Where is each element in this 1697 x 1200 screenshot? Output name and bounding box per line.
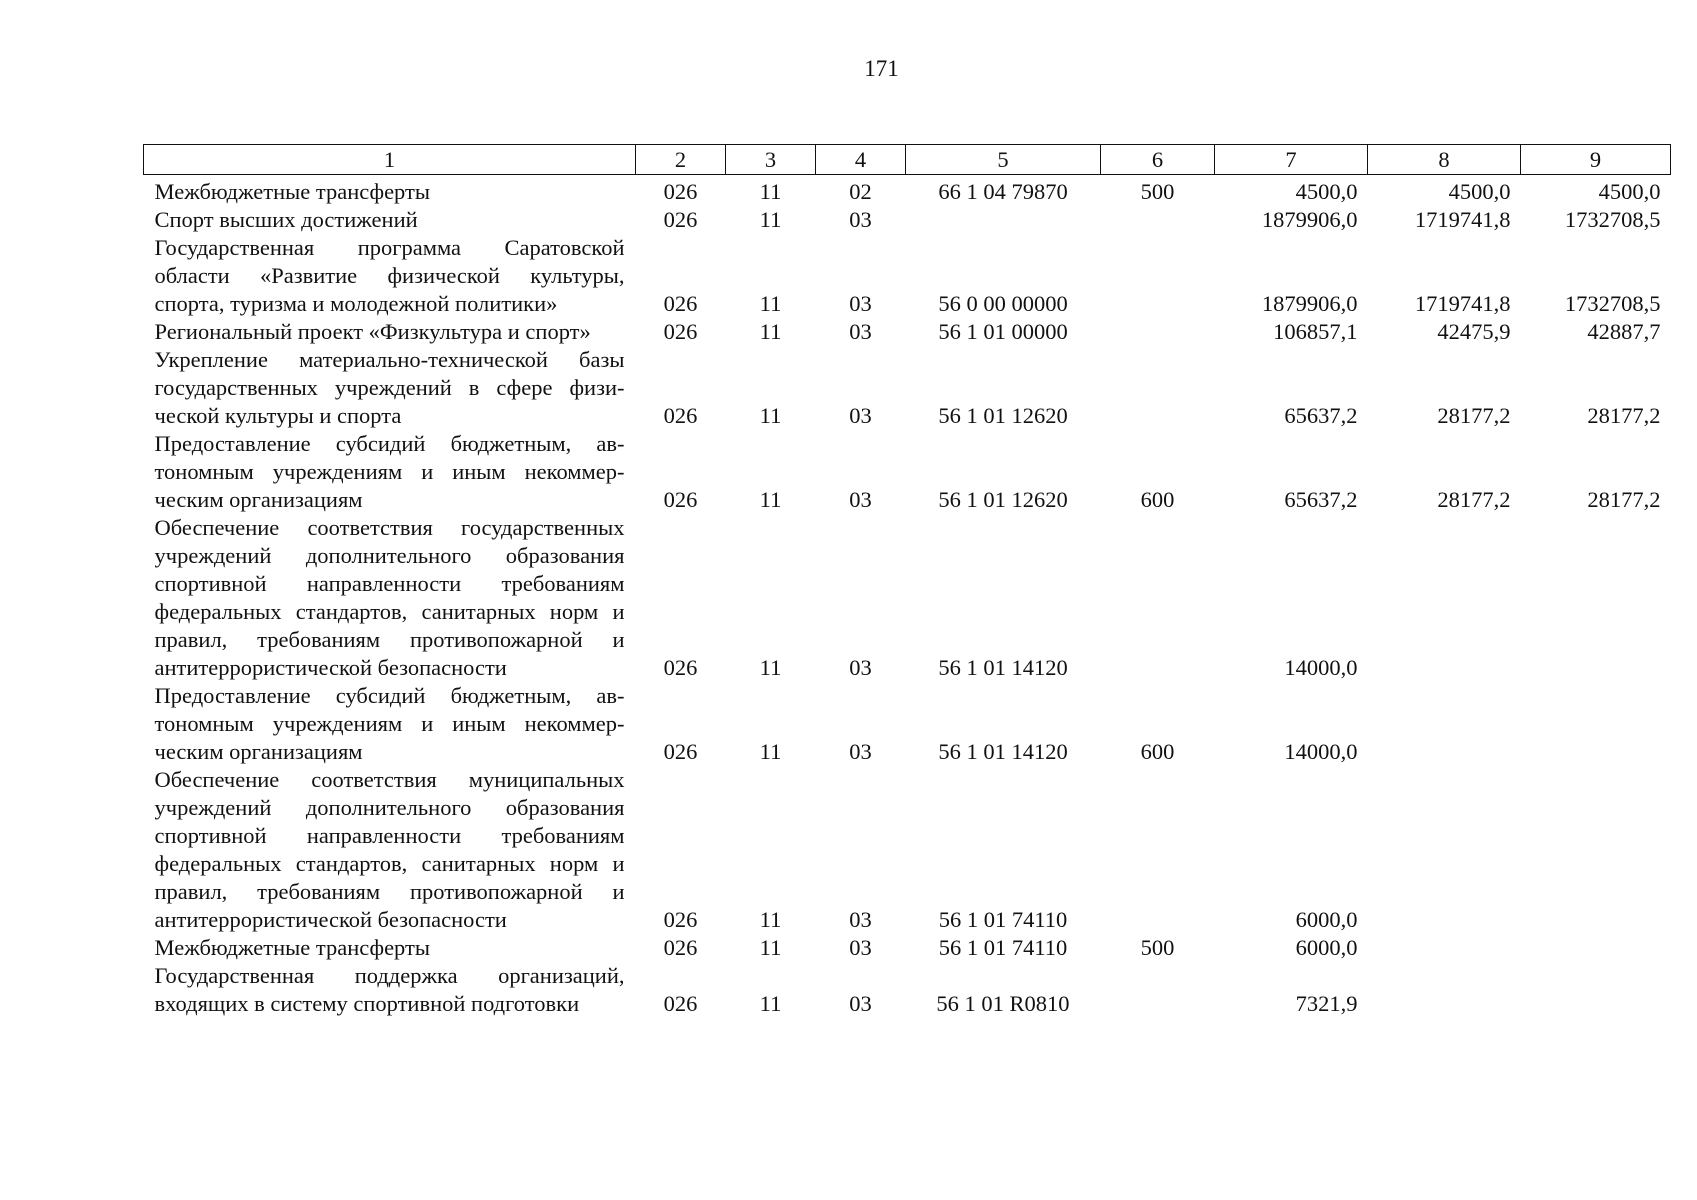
row-name: Обеспечение соответствия муниципальных учреждений дополнительного образования спортивной направленности требованиям федеральных стандартов, санитарных норм и правил, требованиям противопожарной и антитеррористической безопасности: [154, 767, 625, 932]
cell-amount-9: [1521, 682, 1671, 766]
cell-expense-type: 600: [1140, 487, 1175, 512]
cell-ministry-code: 026: [663, 655, 698, 680]
cell-subsection: 03: [849, 403, 872, 428]
cell-target-article: 56 1 01 74110: [938, 907, 1068, 932]
column-header: 5: [906, 145, 1101, 175]
cell-section: 11: [759, 291, 782, 316]
cell-amount-8: 1719741,8: [1414, 207, 1511, 232]
cell-amount-7: 65637,2: [1284, 487, 1358, 512]
cell-target-article: 56 1 01 R0810: [936, 991, 1070, 1016]
row-name: Укрепление материально-технической базы государственных учреждений в сфере физической культуры и спорта: [154, 347, 625, 428]
row-name: Государственная программа Саратовской области «Развитие физической культуры, спорта, туризма и молодежной политики»: [154, 235, 625, 316]
table-row: [144, 318, 1671, 346]
table-row: [144, 234, 1671, 318]
cell-target-article: 56 1 01 14120: [938, 739, 1068, 764]
cell-amount-9: [1521, 514, 1671, 682]
row-name: Предоставление субсидий бюджетным, автономным учреждениям и иным некоммерческим организациям: [154, 683, 625, 764]
cell-amount-7: 6000,0: [1295, 907, 1358, 932]
cell-target-article: 56 1 01 74110: [938, 935, 1068, 960]
table-row: [144, 514, 1671, 682]
cell-ministry-code: 026: [663, 207, 698, 232]
cell-amount-8: [1368, 682, 1521, 766]
cell-expense-type: [1101, 234, 1215, 318]
cell-expense-type: [1101, 206, 1215, 234]
cell-section: 11: [759, 991, 782, 1016]
cell-amount-9: 1732708,5: [1564, 291, 1661, 316]
cell-amount-7: 7321,9: [1295, 991, 1358, 1016]
table-row: [144, 346, 1671, 430]
cell-subsection: 03: [849, 739, 872, 764]
cell-target-article: 56 1 01 12620: [938, 487, 1068, 512]
cell-section: 11: [759, 907, 782, 932]
cell-section: 11: [759, 739, 782, 764]
cell-amount-9: 42887,7: [1587, 319, 1661, 344]
row-name: Спорт высших достижений: [154, 207, 418, 232]
cell-section: 11: [759, 207, 782, 232]
cell-subsection: 03: [849, 487, 872, 512]
cell-section: 11: [759, 655, 782, 680]
cell-expense-type: [1101, 318, 1215, 346]
cell-amount-7: 6000,0: [1295, 935, 1358, 960]
table-row: [144, 934, 1671, 962]
cell-amount-8: [1368, 962, 1521, 1018]
column-header: 2: [636, 145, 726, 175]
cell-subsection: 03: [849, 991, 872, 1016]
cell-expense-type: [1101, 346, 1215, 430]
cell-subsection: 03: [849, 655, 872, 680]
cell-section: 11: [759, 935, 782, 960]
cell-amount-9: 4500,0: [1598, 179, 1661, 204]
cell-amount-9: 1732708,5: [1564, 207, 1661, 232]
cell-amount-8: 28177,2: [1437, 487, 1511, 512]
cell-ministry-code: 026: [663, 907, 698, 932]
row-name: Региональный проект «Физкультура и спорт»: [154, 319, 591, 344]
cell-amount-8: [1368, 766, 1521, 934]
cell-expense-type: 500: [1140, 179, 1175, 204]
cell-section: 11: [759, 487, 782, 512]
column-header: 8: [1368, 145, 1521, 175]
cell-amount-7: 14000,0: [1284, 655, 1358, 680]
table-row: [144, 766, 1671, 934]
cell-expense-type: 600: [1140, 739, 1175, 764]
cell-amount-8: 42475,9: [1437, 319, 1511, 344]
column-header: 1: [144, 145, 636, 175]
row-name: Предоставление субсидий бюджетным, автономным учреждениям и иным некоммерческим организациям: [154, 431, 625, 512]
cell-section: 11: [759, 403, 782, 428]
cell-target-article: 56 0 00 00000: [938, 291, 1068, 316]
cell-amount-7: 1879906,0: [1261, 207, 1358, 232]
cell-amount-9: [1521, 934, 1671, 962]
cell-ministry-code: 026: [663, 319, 698, 344]
cell-amount-9: [1521, 766, 1671, 934]
cell-target-article: 56 1 01 00000: [938, 319, 1068, 344]
cell-target-article: 56 1 01 14120: [938, 655, 1068, 680]
row-name: Обеспечение соответствия государственных учреждений дополнительного образования спортивной направленности требованиям федеральных стандартов, санитарных норм и правил, требованиям противопожарной и антитеррористической безопасности: [154, 515, 625, 680]
column-header: 4: [816, 145, 906, 175]
cell-ministry-code: 026: [663, 291, 698, 316]
cell-ministry-code: 026: [663, 487, 698, 512]
cell-subsection: 03: [849, 907, 872, 932]
cell-target-article: [906, 206, 1101, 234]
cell-expense-type: [1101, 962, 1215, 1018]
cell-expense-type: [1101, 514, 1215, 682]
cell-amount-9: 28177,2: [1587, 487, 1661, 512]
cell-amount-8: [1368, 934, 1521, 962]
cell-expense-type: 500: [1140, 935, 1175, 960]
table-header-row: [144, 145, 1671, 175]
cell-subsection: 03: [849, 291, 872, 316]
cell-section: 11: [759, 319, 782, 344]
cell-subsection: 03: [849, 319, 872, 344]
cell-amount-7: 1879906,0: [1261, 291, 1358, 316]
cell-subsection: 03: [849, 207, 872, 232]
cell-section: 11: [759, 179, 782, 204]
cell-ministry-code: 026: [663, 935, 698, 960]
column-header: 9: [1521, 145, 1671, 175]
table-row: [144, 430, 1671, 514]
row-name: Межбюджетные трансферты: [154, 179, 430, 204]
budget-table: [143, 144, 1671, 1018]
cell-ministry-code: 026: [663, 739, 698, 764]
cell-amount-8: 28177,2: [1437, 403, 1511, 428]
cell-amount-7: 4500,0: [1295, 179, 1358, 204]
cell-amount-8: [1368, 514, 1521, 682]
row-name: Межбюджетные трансферты: [154, 935, 430, 960]
cell-amount-8: 4500,0: [1448, 179, 1511, 204]
cell-amount-8: 1719741,8: [1414, 291, 1511, 316]
cell-amount-9: [1521, 962, 1671, 1018]
cell-expense-type: [1101, 766, 1215, 934]
cell-ministry-code: 026: [663, 991, 698, 1016]
table-row: [144, 206, 1671, 234]
cell-amount-7: 106857,1: [1273, 319, 1358, 344]
row-name: Государственная поддержка организаций, входящих в систему спортивной подготовки: [154, 963, 625, 1016]
cell-amount-7: 65637,2: [1284, 403, 1358, 428]
page-number: 171: [864, 56, 899, 81]
cell-amount-9: 28177,2: [1587, 403, 1661, 428]
cell-target-article: 66 1 04 79870: [938, 179, 1068, 204]
column-header: 3: [726, 145, 816, 175]
cell-subsection: 03: [849, 935, 872, 960]
table-row: [144, 962, 1671, 1018]
cell-target-article: 56 1 01 12620: [938, 403, 1068, 428]
table-row: [144, 682, 1671, 766]
column-header: 7: [1215, 145, 1368, 175]
column-header: 6: [1101, 145, 1215, 175]
cell-amount-7: 14000,0: [1284, 739, 1358, 764]
table-row: [144, 175, 1671, 207]
cell-ministry-code: 026: [663, 179, 698, 204]
cell-subsection: 02: [849, 179, 872, 204]
cell-ministry-code: 026: [663, 403, 698, 428]
